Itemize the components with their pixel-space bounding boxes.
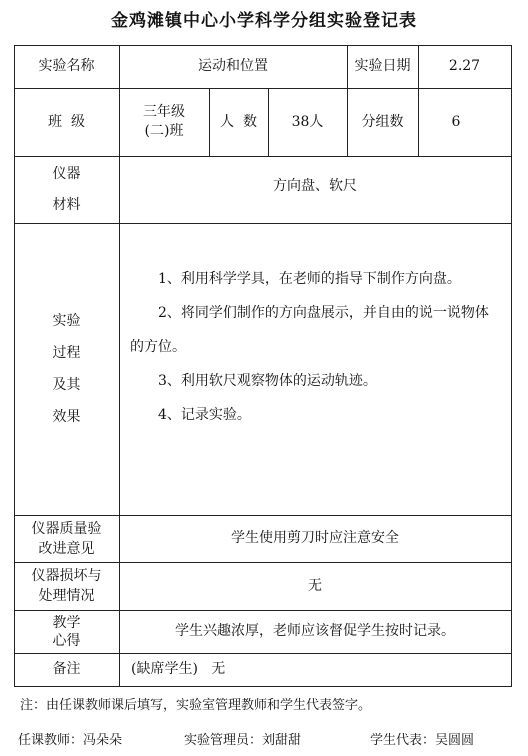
table-border-bottom xyxy=(14,686,512,687)
teacher-signature: 任课教师：冯朵朵 xyxy=(18,733,123,748)
process-item: 1、利用科学学具，在老师的指导下制作方向盘。 xyxy=(158,271,461,287)
lab-manager-signature: 实验管理员：刘甜甜 xyxy=(184,733,302,748)
instrument-label-line1: 仪器 xyxy=(52,165,81,182)
class-label: 班 级 xyxy=(48,113,85,130)
experiment-date-label: 实验日期 xyxy=(354,58,411,75)
process-content xyxy=(130,262,500,432)
process-label-line4: 效果 xyxy=(52,409,81,425)
process-label-line3: 及其 xyxy=(52,377,81,393)
process-item: 4、记录实验。 xyxy=(158,407,251,423)
class-value-line2: (二)班 xyxy=(144,123,184,139)
class-value-line1: 三年级 xyxy=(143,104,185,121)
instrument-label xyxy=(14,156,119,223)
reflection-label-line2: 心得 xyxy=(52,632,81,649)
process-label-line2: 过程 xyxy=(52,345,81,361)
table-border-right xyxy=(511,45,512,687)
remarks-label: 备注 xyxy=(52,661,81,678)
process-label xyxy=(14,223,119,515)
page-title: 金鸡滩镇中心小学科学分组实验登记表 xyxy=(111,11,417,31)
groups-count: 6 xyxy=(451,113,461,130)
process-label-line1: 实验 xyxy=(52,313,81,329)
experiment-name-label: 实验名称 xyxy=(38,58,95,75)
experiment-name-value: 运动和位置 xyxy=(198,58,268,75)
process-item: 3、利用软尺观察物体的运动轨迹。 xyxy=(158,373,377,389)
people-count: 38人 xyxy=(291,113,324,130)
instrument-value: 方向盘、软尺 xyxy=(273,177,357,194)
footer-note: 注：由任课教师课后填写，实验室管理教师和学生代表签字。 xyxy=(20,698,372,713)
remarks-value: (缺席学生) 无 xyxy=(131,661,226,678)
process-item: 2、将同学们制作的方向盘展示，并自由的说一说物体的方位。 xyxy=(130,305,489,355)
damage-value: 无 xyxy=(308,577,322,594)
reflection-label-line1: 教学 xyxy=(52,614,81,631)
class-value xyxy=(119,88,209,156)
quality-label-line2: 改进意见 xyxy=(38,540,95,557)
damage-label-line2: 处理情况 xyxy=(38,588,95,604)
experiment-date-value: 2.27 xyxy=(448,58,481,75)
quality-label xyxy=(14,515,119,562)
reflection-value: 学生兴趣浓厚，老师应该督促学生按时记录。 xyxy=(175,623,455,640)
student-rep-signature: 学生代表：吴圆圆 xyxy=(370,733,475,748)
damage-label xyxy=(14,562,119,610)
groups-label: 分组数 xyxy=(361,113,404,130)
instrument-label-line2: 材料 xyxy=(52,196,81,213)
quality-label-line1: 仪器质量验 xyxy=(31,520,102,537)
reflection-label xyxy=(14,610,119,653)
damage-label-line1: 仪器损坏与 xyxy=(31,568,102,584)
quality-value: 学生使用剪刀时应注意安全 xyxy=(231,530,399,547)
people-label: 人 数 xyxy=(220,113,257,130)
